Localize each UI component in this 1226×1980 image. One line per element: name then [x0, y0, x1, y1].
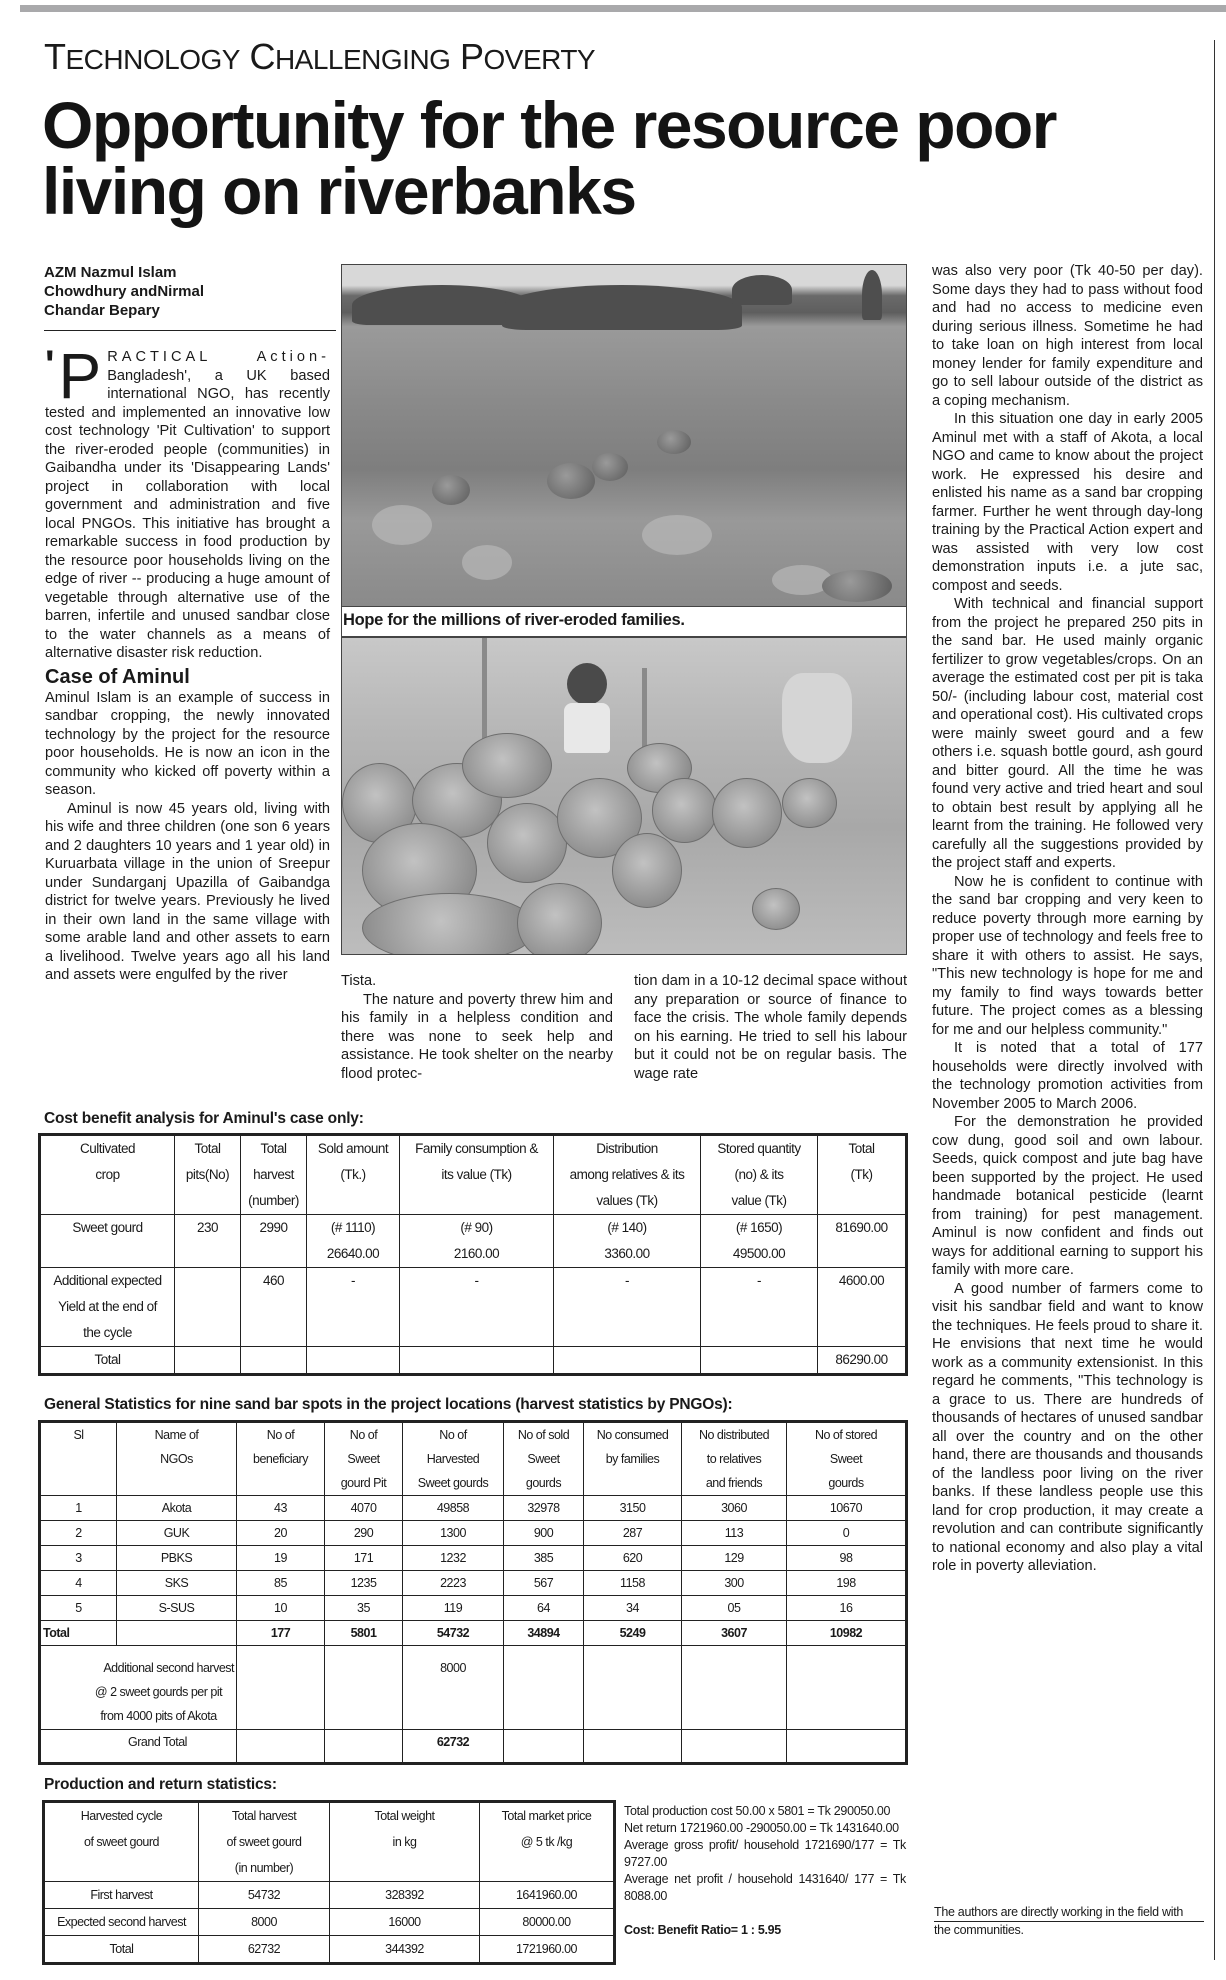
table-header-row: Cultivated crop Total pits(No) Total harvest (number) Sold amount (Tk.) Family consumption & its value (Tk) Distribution among relatives & its values (Tk) Stored quantity (no) & its value (Tk) Total (Tk): [40, 1135, 907, 1215]
summary-line: Average gross profit/ household 1721690/177 = Tk 9727.00: [624, 1838, 906, 1869]
production-stats-table: [42, 1800, 616, 1965]
lead-paragraph: Bangladesh', a UK based international NGO, has recently tested and implemented an innovative low cost technology 'Pit Cultivation' to support the river-eroded people (communities) in Gaibandha under its 'Disappearing Lands' project in collaboration with local government and administration and five local PNGOs. This initiative has brought a remarkable success in food production by the resource poor households living on the edge of river -- producing a huge amount of vegetable through alternative use of the barren, infertile and unused sandbar close to the water channels as a means of alternative disaster risk reduction.: [45, 367, 330, 661]
production-stats-title: Production and return statistics:: [44, 1776, 277, 1793]
headline: Opportunity for the resource poor living on riverbanks: [42, 88, 1056, 228]
paragraph: For the demonstration he provided cow dung, good soil and own labour. Seeds, quick compost and jute bag have been supported by the project. He used handmade botanical pesticide (learnt from training) for pest management. Aminul is now confident and finds out ways for additional earning to support his family with more care.: [932, 1114, 1203, 1278]
paragraph: Aminul is now 45 years old, living with his wife and three children (one son 6 years and 2 daughters 10 years and 1 year old) in Kuruarbata village in the union of Sreepur under Sundarganj Upazilla of Gaibandga district for twelve years. Previously he lived in their own land in the same village with some arable land and other assets to earn a livelihood. Twelve years ago all his land and assets were engulfed by the river: [45, 800, 330, 983]
table-total-row: Total 62732 344392 1721960.00: [44, 1936, 615, 1964]
paragraph: It is noted that a total of 177 households were directly involved with the technology promotion activities from November 2005 to March 2006.: [932, 1040, 1203, 1112]
photo-caption: Hope for the millions of river-eroded families.: [341, 607, 907, 637]
byline-line: AZM Nazmul Islam: [44, 264, 177, 281]
photo-child-with-gourds: [341, 637, 907, 955]
kicker-word: ECHNOLOGY: [65, 44, 240, 75]
kicker-initial: T: [44, 36, 66, 77]
paragraph: In this situation one day in early 2005 Aminul met with a staff of Akota, a local NGO and came to know about the project work. He expressed his desire and enlisted his name as a sand bar cropping farmer. Further he went through day-long training by the Practical Action expert and was assisted with very low cost demonstration inputs i.e. a jute sac, compost and seeds.: [932, 411, 1203, 594]
byline-line: Chandar Bepary: [44, 302, 160, 319]
table-row: 4 SKS 85 1235 2223 567 1158 300 198: [40, 1571, 907, 1596]
article-column-right: [932, 262, 1203, 1576]
table-row-additional-harvest: Additional second harvest @ 2 sweet gourds per pit from 4000 pits of Akota 8000: [40, 1646, 907, 1730]
page-right-rule: [1214, 40, 1215, 1960]
table-row: First harvest 54732 328392 1641960.00: [44, 1882, 615, 1909]
paragraph: With technical and financial support from the project he prepared 250 pits in the sand bar. He used mainly organic fertilizer to grow vegetables/crops. On an average the estimated cost per pit is taka 50/- (including labour cost, material cost and operational cost). His cultivated crops were mainly sweet gourd and a few others i.e. squash bottle gourd, ash gourd and bitter gourd. All the time he was found very active and tried heart and soul to obtain best result by applying all he learnt from the training. He followed very carefully all the suggestions provided by the project staff and experts.: [932, 596, 1203, 871]
paragraph: A good number of farmers come to visit his sandbar field and want to know the techniques. He feels proud to share it. He envisions that next time he would work as a community extensionist. In this regard he comments, "This technology is a grace to us. There are hundreds of thousands of hectares of unused sandbar all over the country and on the other hand, there are thousands and thousands of the landless poor living on the river banks. If these landless people use this land for crop production, it may create a revolution and can contribute significantly to national economy and also play a vital role in poverty alleviation.: [932, 1280, 1203, 1574]
table-row: Sweet gourd 230 2990 (# 1110) 26640.00 (# 90) 2160.00 (# 140) 3360.00 (# 1650) 49500.00 81690.00: [40, 1215, 907, 1268]
table-row: 3 PBKS 19 171 1232 385 620 129 98: [40, 1546, 907, 1571]
general-stats-table: [38, 1420, 908, 1765]
article-column-mid-b: [634, 972, 907, 1083]
footnote-line: The authors are directly working in the field with: [934, 1904, 1204, 1922]
paragraph: The nature and poverty threw him and his family in a helpless condition and there was none to seek help and assistance. He took shelter on the nearby flood protec-: [341, 991, 613, 1082]
table-row: 2 GUK 20 290 1300 900 287 113 0: [40, 1521, 907, 1546]
article-column-mid-a: [341, 972, 613, 1083]
table-row: Additional expected Yield at the end of the cycle 460 - - - - 4600.00: [40, 1268, 907, 1347]
summary-line: Total production cost 50.00 x 5801 = Tk 290050.00: [624, 1804, 891, 1818]
article-column-left: [45, 340, 330, 985]
table-total-row: Total 177 5801 54732 34894 5249 3607 10982: [40, 1621, 907, 1646]
general-stats-title: General Statistics for nine sand bar spots in the project locations (harvest statistics by PNGOs):: [44, 1396, 733, 1413]
paragraph: tion dam in a 10-12 decimal space without any preparation or source of finance to face the crisis. The whole family depends on his earning. He tried to sell his labour but it could not be on regular basis. The wage rate: [634, 973, 907, 1082]
photo-sandbar-field: [341, 264, 907, 607]
paragraph: Tista.: [341, 973, 377, 989]
byline-line: Chowdhury andNirmal: [44, 283, 205, 300]
footnote-line: the communities.: [934, 1923, 1024, 1937]
kicker-initial: C: [249, 36, 275, 77]
byline: [44, 263, 336, 331]
top-rule: [20, 5, 1226, 12]
return-summary: [624, 1803, 906, 1939]
paragraph: was also very poor (Tk 40-50 per day). Some days they had to pass without food and had no access to medicine even during serious illness. Sometime he had to take loan on high interest from local money lender for family expenditure and go to sell labour outside of the district as a coping mechanism.: [932, 263, 1203, 409]
subhead-case: Case of Aminul: [45, 665, 190, 688]
kicker-word: OVERTY: [483, 44, 596, 75]
table-total-row: Total 86290.00: [40, 1347, 907, 1375]
cost-benefit-title: Cost benefit analysis for Aminul's case only:: [44, 1110, 364, 1127]
table-row: 1 Akota 43 4070 49858 32978 3150 3060 10670: [40, 1496, 907, 1521]
kicker-initial: P: [459, 36, 484, 77]
table-row: 5 S-SUS 10 35 119 64 34 05 16: [40, 1596, 907, 1621]
section-kicker: [44, 36, 595, 78]
drop-quote-mark: ': [45, 343, 55, 387]
table-grand-total-row: Grand Total 62732: [40, 1730, 907, 1764]
paragraph: Now he is confident to continue with the sand bar cropping and very keen to reduce poverty through more earning by proper use of technology and feels free to share it with others to assist. He says, "This new technology is hope for me and my family to find ways towards better future. The project comes as a blessing for me and our helpless community.": [932, 873, 1203, 1038]
table-header-row: Harvested cycle of sweet gourd Total harvest of sweet gourd (in number) Total weight in kg Total market price @ 5 tk /kg: [44, 1802, 615, 1882]
paragraph: Aminul Islam is an example of success in sandbar cropping, the newly innovated technology by the project for the resource poor households. He is now an icon in the community who kicked off poverty within a season.: [45, 689, 330, 798]
table-row: Expected second harvest 8000 16000 80000.00: [44, 1909, 615, 1936]
summary-line: Net return 1721960.00 -290050.00 = Tk 1431640.00: [624, 1821, 899, 1835]
table-header-row: Sl Name of NGOs No of beneficiary No of Sweet gourd Pit No of Harvested Sweet gourds No of sold Sweet gourds No consumed by families No distributed to relatives and friends No of stored Sweet gourds: [40, 1422, 907, 1496]
cost-benefit-ratio: Cost: Benefit Ratio= 1 : 5.95: [624, 1923, 781, 1937]
kicker-word: HALLENGING: [274, 44, 451, 75]
drop-cap: P: [58, 340, 102, 412]
summary-line: Average net profit / household 1431640/ 177 = Tk 8088.00: [624, 1872, 906, 1903]
cost-benefit-table: [38, 1133, 908, 1376]
author-footnote: [934, 1904, 1204, 1939]
lead-text-spaced: RACTICAL Action-: [107, 349, 330, 365]
